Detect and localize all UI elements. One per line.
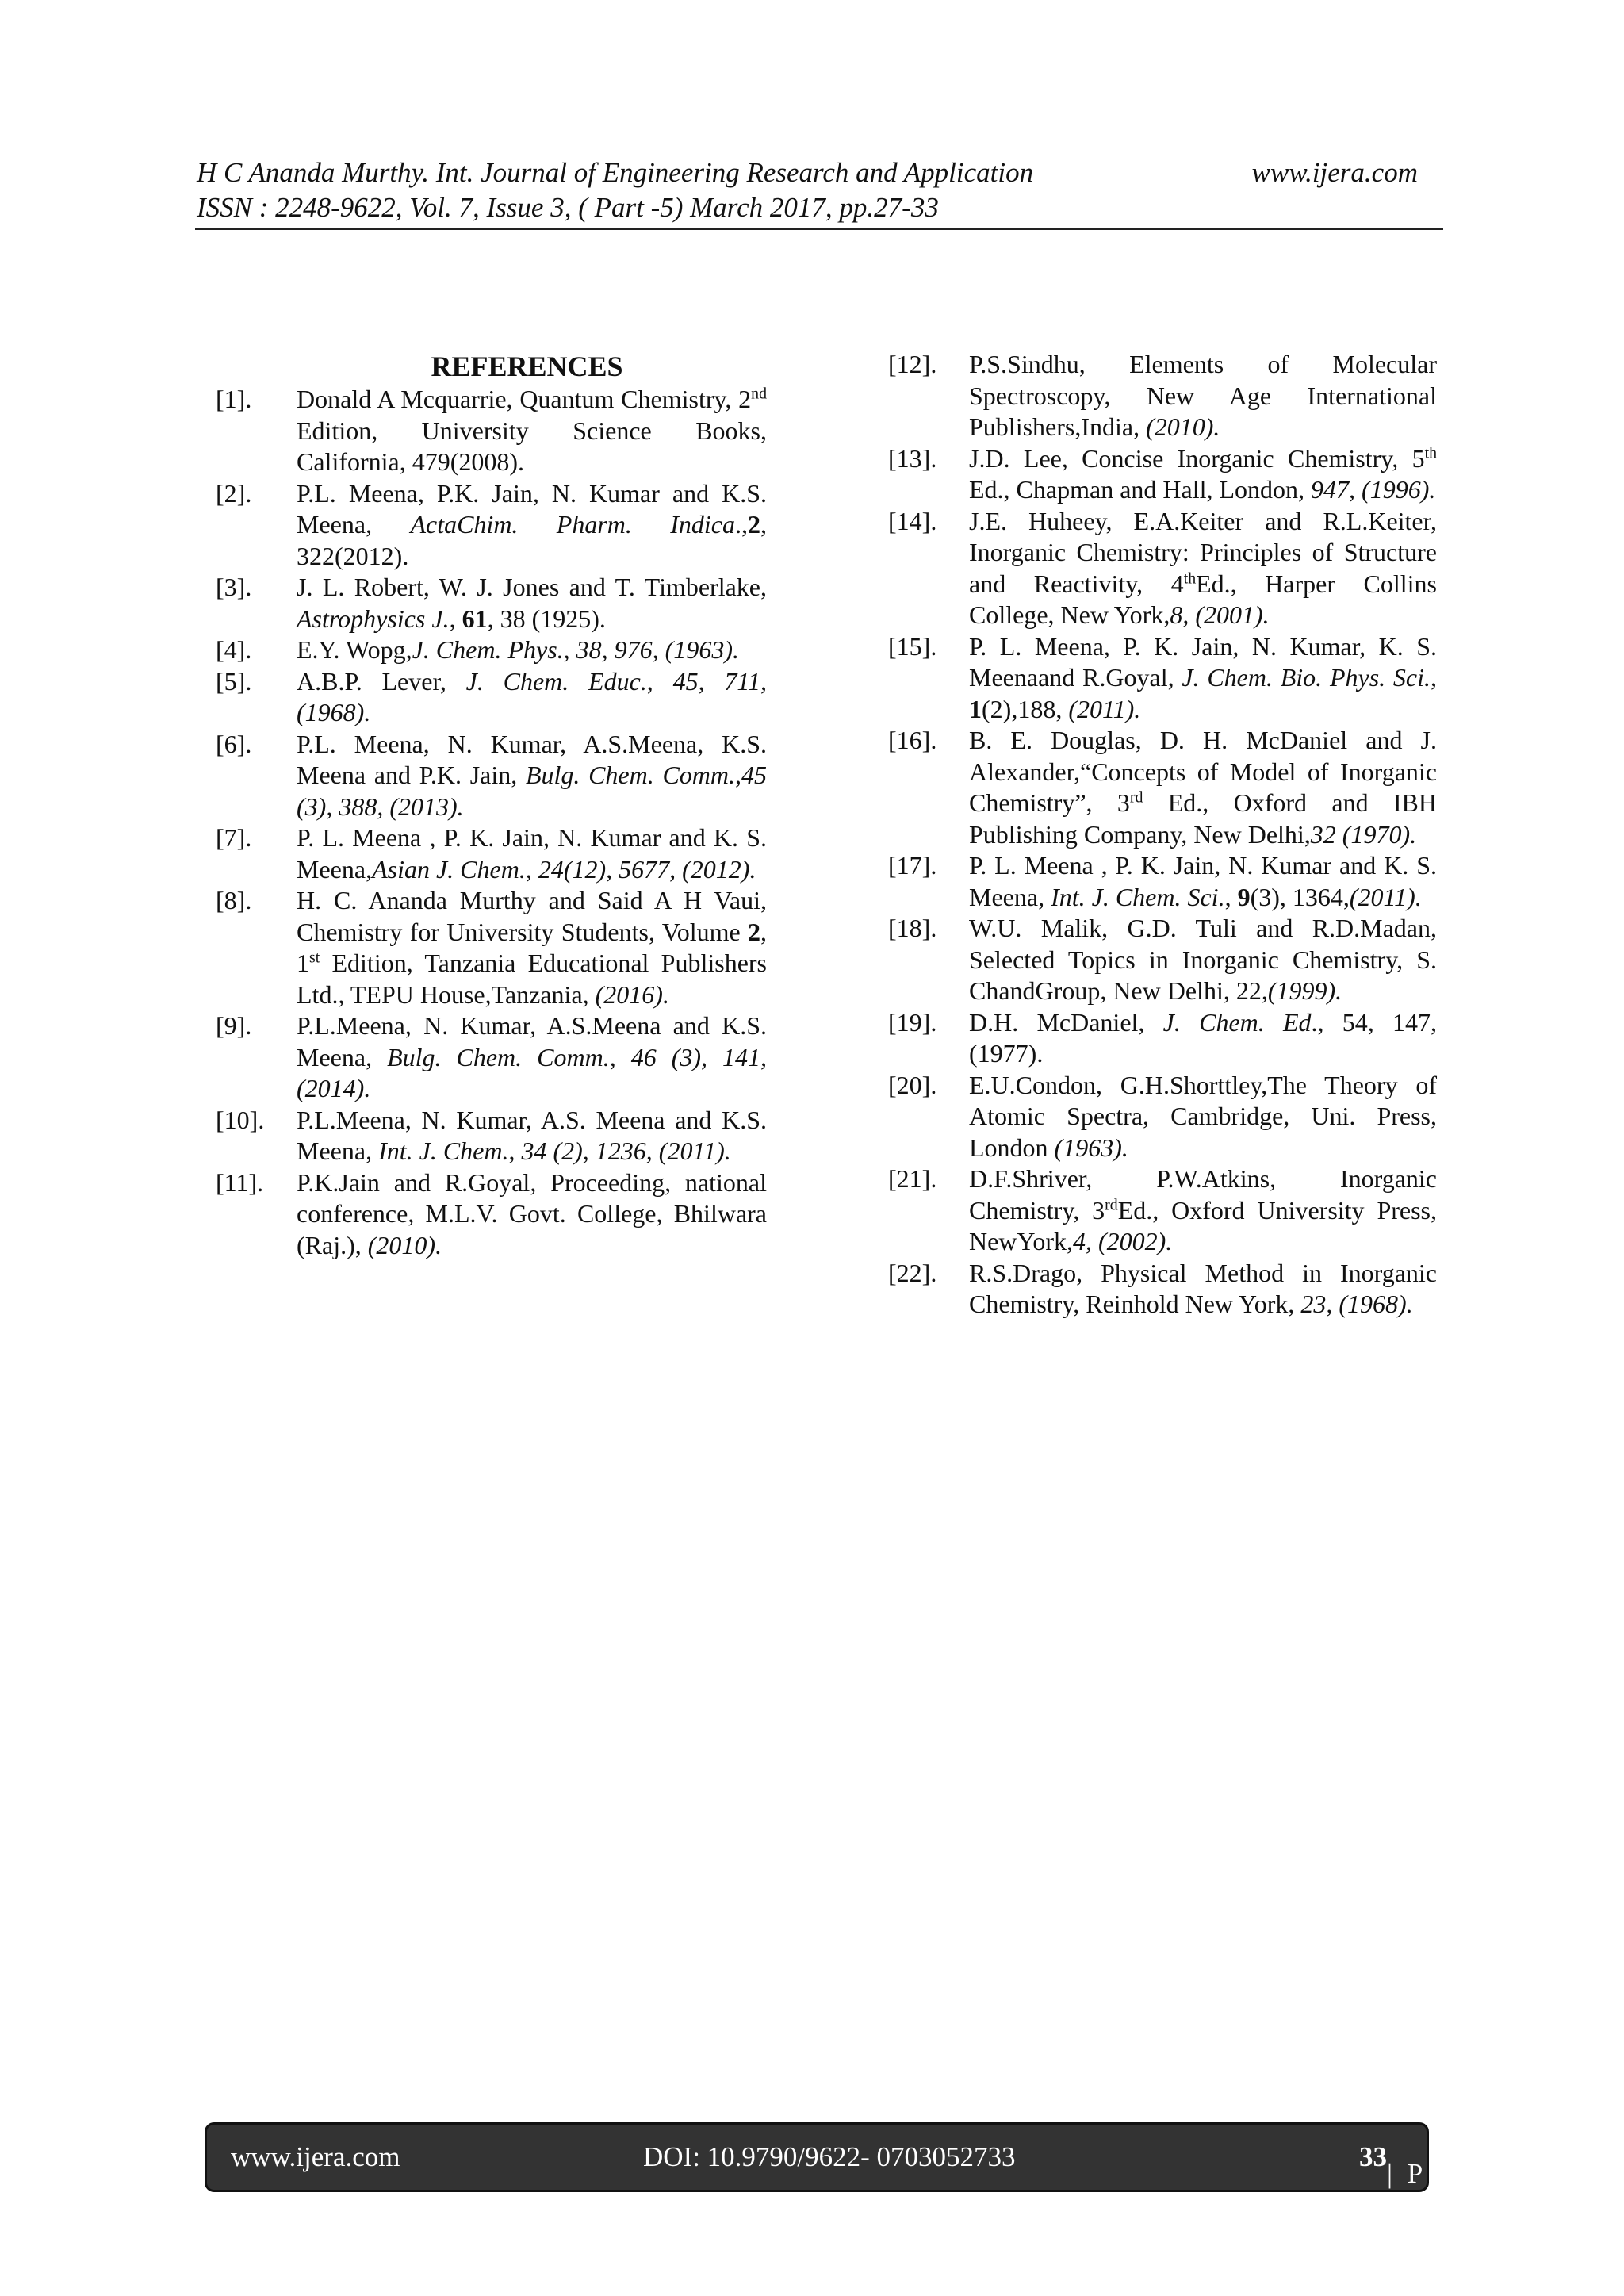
reference-text: J.D. Lee, Concise Inorganic Chemistry, 5th Ed., Chapman and Hall, London, 947, (1996). [969, 443, 1437, 504]
reference-text: A.B.P. Lever, J. Chem. Educ., 45, 711, (1968). [297, 666, 768, 726]
reference-item [216, 729, 767, 823]
journal-website[interactable]: www.ijera.com [1251, 157, 1418, 188]
header-divider [195, 228, 1443, 230]
reference-text: B. E. Douglas, D. H. McDaniel and J. Alexander,“Concepts of Model of Inorganic Chemistry”, 3rd Ed., Oxford and IBH Publishing Company, New Delhi,32 (1970). [969, 726, 1438, 849]
journal-header-text: H C Ananda Murthy. Int. Journal of Engineering Research and Application [197, 157, 1034, 188]
references-heading: REFERENCES [431, 351, 623, 382]
reference-text: H. C. Ananda Murthy and Said A H Vaui, Chemistry for University Students, Volume 2, 1st Edition, Tanzania Educational Publishers Ltd., TEPU House,Tanzania, (2016). [297, 886, 767, 1009]
reference-number: [14]. [888, 506, 937, 535]
reference-item [216, 666, 767, 729]
reference-number: [10]. [216, 1105, 265, 1134]
reference-text: D.F.Shriver, P.W.Atkins, Inorganic Chemistry, 3rdEd., Oxford University Press, NewYork,4, (2002). [969, 1164, 1438, 1255]
reference-text: P.K.Jain and R.Goyal, Proceeding, national conference, M.L.V. Govt. College, Bhilwara (Raj.), (2010). [297, 1167, 767, 1259]
reference-number: [6]. [216, 729, 252, 758]
reference-text: J.E. Huheey, E.A.Keiter and R.L.Keiter, Inorganic Chemistry: Principles of Structure and Reactivity, 4thEd., Harper Collins College, New York,8, (2001). [969, 506, 1438, 629]
reference-item [216, 885, 767, 1010]
reference-text: J. L. Robert, W. J. Jones and T. Timberlake, Astrophysics J., 61, 38 (1925). [297, 573, 767, 633]
reference-text: D.H. McDaniel, J. Chem. Ed., 54, 147, (1977). [969, 1007, 1438, 1068]
reference-item [216, 634, 767, 666]
reference-item [888, 850, 1437, 913]
reference-item [888, 631, 1437, 726]
reference-number: [5]. [216, 666, 252, 696]
reference-number: [19]. [888, 1007, 937, 1037]
reference-item [216, 572, 767, 634]
reference-item [888, 1163, 1437, 1258]
running-header [197, 155, 1442, 190]
reference-number: [22]. [888, 1258, 937, 1287]
reference-number: [16]. [888, 726, 937, 754]
reference-item [216, 1010, 767, 1105]
reference-item [216, 822, 767, 885]
reference-item [216, 478, 767, 573]
footer-website[interactable]: www.ijera.com [231, 2141, 400, 2172]
reference-number: [18]. [888, 914, 937, 942]
reference-number: [4]. [216, 635, 252, 664]
reference-number: [20]. [888, 1070, 937, 1099]
reference-item [216, 384, 767, 478]
reference-text: P. L. Meena , P. K. Jain, N. Kumar and K. S. Meena, Int. J. Chem. Sci., 9(3), 1364,(2011). [969, 851, 1437, 911]
reference-number: [13]. [888, 443, 937, 473]
reference-text: P.S.Sindhu, Elements of Molecular Spectroscopy, New Age International Publishers,India, (2010). [969, 350, 1437, 441]
references-column-right [888, 349, 1437, 1320]
reference-item [216, 1167, 767, 1262]
reference-item [888, 506, 1437, 631]
reference-text: P.L. Meena, N. Kumar, A.S.Meena, K.S. Meena and P.K. Jain, Bulg. Chem. Comm.,45 (3), 388, (2013). [297, 729, 767, 821]
reference-text: W.U. Malik, G.D. Tuli and R.D.Madan, Selected Topics in Inorganic Chemistry, S. ChandGroup, New Delhi, 22,(1999). [969, 914, 1437, 1005]
reference-number: [3]. [216, 573, 252, 601]
reference-item [888, 1007, 1437, 1070]
references-column-left [216, 349, 767, 1261]
reference-item [888, 725, 1437, 850]
reference-number: [8]. [216, 886, 252, 914]
reference-text: P.L.Meena, N. Kumar, A.S. Meena and K.S. Meena, Int. J. Chem., 34 (2), 1236, (2011). [297, 1105, 767, 1165]
reference-number: [11]. [216, 1167, 264, 1197]
reference-text: R.S.Drago, Physical Method in Inorganic Chemistry, Reinhold New York, 23, (1968). [969, 1258, 1437, 1318]
reference-number: [17]. [888, 851, 937, 880]
reference-number: [15]. [888, 631, 937, 661]
reference-text: P.L. Meena, P.K. Jain, N. Kumar and K.S. Meena, ActaChim. Pharm. Indica.,2, 322(2012). [297, 478, 768, 570]
reference-text: Donald A Mcquarrie, Quantum Chemistry, 2nd Edition, University Science Books, California, 479(2008). [297, 385, 767, 476]
reference-number: [12]. [888, 350, 937, 378]
reference-item [888, 1258, 1437, 1320]
reference-item [888, 349, 1437, 443]
reference-number: [7]. [216, 823, 252, 852]
reference-item [888, 443, 1437, 506]
page-footer [205, 2122, 1509, 2192]
reference-number: [9]. [216, 1011, 252, 1040]
reference-number: [21]. [888, 1164, 937, 1193]
page-label: | P a g e [1387, 2158, 1509, 2189]
reference-item [216, 1105, 767, 1167]
footer-doi[interactable]: DOI: 10.9790/9622- 0703052733 [643, 2141, 1016, 2172]
issn-header-text: ISSN : 2248-9622, Vol. 7, Issue 3, ( Part -5) March 2017, pp.27-33 [197, 192, 939, 223]
footer-page-number [1359, 2141, 1509, 2189]
reference-item [888, 1070, 1437, 1164]
reference-text: E.Y. Wopg,J. Chem. Phys., 38, 976, (1963). [297, 635, 739, 664]
page-number: 33 [1359, 2141, 1387, 2172]
reference-text: P.L.Meena, N. Kumar, A.S.Meena and K.S. Meena, Bulg. Chem. Comm., 46 (3), 141,(2014). [297, 1011, 768, 1102]
reference-number: [1]. [216, 385, 252, 413]
reference-item [888, 913, 1437, 1007]
reference-text: E.U.Condon, G.H.Shorttley,The Theory of Atomic Spectra, Cambridge, Uni. Press, London (1963). [969, 1070, 1437, 1162]
reference-text: P. L. Meena, P. K. Jain, N. Kumar, K. S. Meenaand R.Goyal, J. Chem. Bio. Phys. Sci., 1(2),188, (2011). [969, 631, 1437, 723]
reference-number: [2]. [216, 478, 252, 508]
reference-text: P. L. Meena , P. K. Jain, N. Kumar and K. S. Meena,Asian J. Chem., 24(12), 5677, (2012). [297, 823, 767, 884]
